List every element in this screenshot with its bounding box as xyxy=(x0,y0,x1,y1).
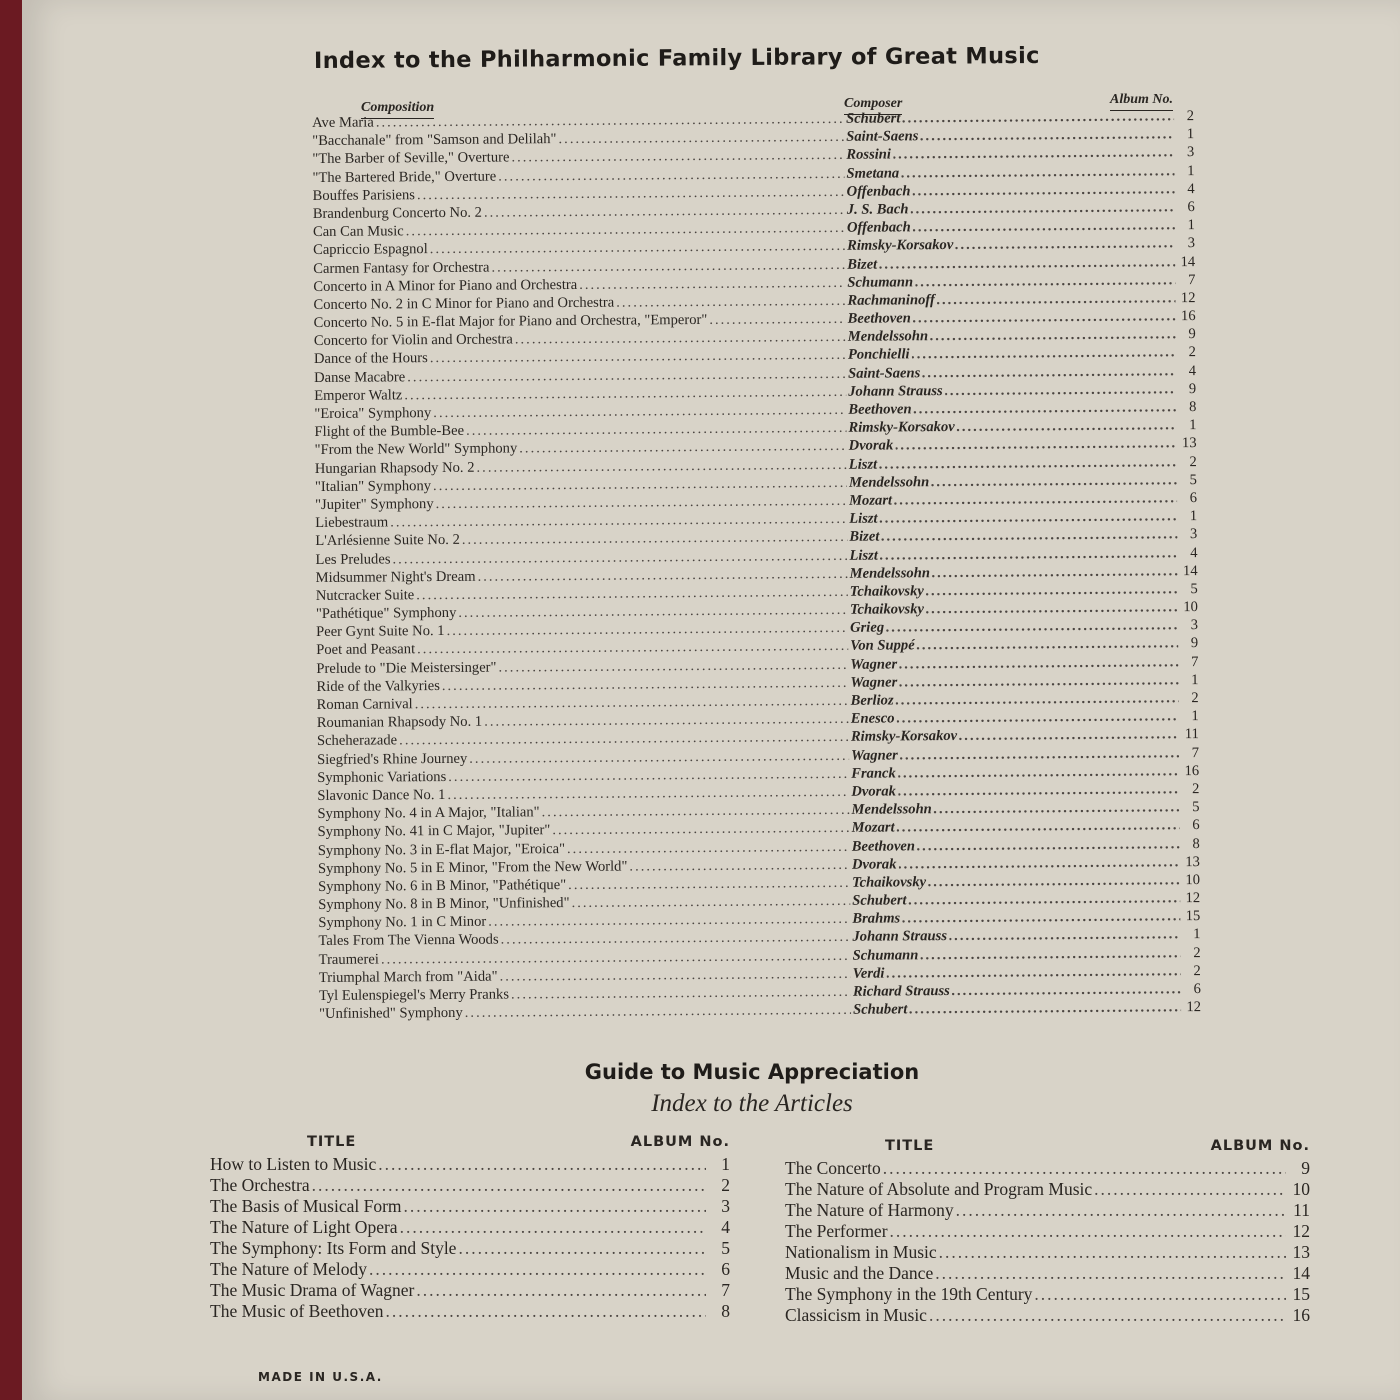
article-row xyxy=(210,1196,730,1217)
article-row xyxy=(785,1242,1310,1263)
composition-title: Concerto No. 5 in E-flat Major for Piano and Orchestra, "Emperor" xyxy=(313,311,708,332)
composer-name: Tchaikovsky xyxy=(849,583,924,600)
album-number: 15 xyxy=(1185,908,1201,925)
composer-name: Offenbach xyxy=(846,219,911,236)
article-title: The Performer xyxy=(785,1221,888,1241)
album-number: 2 xyxy=(1193,944,1201,961)
album-number: 9 xyxy=(1188,380,1197,397)
article-album-number: 12 xyxy=(1292,1221,1310,1241)
dot-leader xyxy=(945,380,1177,400)
composition-title: Symphony No. 6 in B Minor, "Pathétique" xyxy=(318,876,567,895)
composition-title: Can Can Music xyxy=(312,223,404,241)
article-album-number: 6 xyxy=(721,1259,730,1279)
dot-leader xyxy=(956,1200,1286,1221)
composition-title: Symphony No. 1 in C Minor xyxy=(318,913,487,932)
dot-leader xyxy=(920,944,1180,964)
album-number: 6 xyxy=(1193,981,1201,998)
composition-title: Emperor Waltz xyxy=(314,387,403,404)
dot-leader xyxy=(458,1238,706,1259)
article-title: The Basis of Musical Form xyxy=(210,1196,402,1216)
composer-name: Wagner xyxy=(850,656,898,673)
composer-name: Mozart xyxy=(851,819,895,837)
album-number: 4 xyxy=(1188,362,1197,379)
album-number: 9 xyxy=(1190,635,1199,652)
dot-leader xyxy=(939,1242,1286,1263)
dot-leader xyxy=(917,635,1179,655)
article-row xyxy=(210,1175,730,1196)
album-number: 1 xyxy=(1189,508,1198,525)
composer-name: Smetana xyxy=(846,164,900,182)
composer-name: Beethoven xyxy=(851,837,916,855)
composer-name: Wagner xyxy=(850,674,898,691)
dot-leader xyxy=(897,817,1180,837)
composition-title: Prelude to "Die Meistersinger" xyxy=(316,659,497,677)
article-row xyxy=(785,1305,1310,1326)
article-title: The Concerto xyxy=(785,1158,881,1178)
composition-title: "Bacchanale" from "Samson and Delilah" xyxy=(312,131,557,150)
guide-title: Guide to Music Appreciation xyxy=(584,1060,920,1084)
composition-cell xyxy=(319,1001,853,1023)
composition-title: Symphony No. 41 in C Major, "Jupiter" xyxy=(317,822,551,841)
album-number-column-header: ALBUM No. xyxy=(1210,1138,1310,1154)
dot-leader xyxy=(896,707,1178,727)
album-number: 3 xyxy=(1186,144,1195,161)
composition-title: Triumphal March from "Aida" xyxy=(318,968,498,986)
dot-leader xyxy=(896,689,1179,709)
album-number-column-header: ALBUM No. xyxy=(630,1134,730,1150)
album-number: 4 xyxy=(1187,180,1195,197)
album-number: 13 xyxy=(1181,435,1197,452)
composition-title: "The Bartered Bride," Overture xyxy=(312,168,497,186)
article-row xyxy=(785,1200,1310,1221)
article-title: Nationalism in Music xyxy=(785,1242,937,1262)
composer-name: Dvorak xyxy=(851,783,896,800)
album-column-header: Album No. xyxy=(1110,92,1173,111)
article-row xyxy=(210,1259,730,1280)
composition-title: Traumerei xyxy=(318,951,379,968)
composition-title: Danse Macabre xyxy=(314,368,406,386)
articles-list-left xyxy=(210,1134,730,1322)
dot-leader xyxy=(929,1305,1286,1326)
dot-leader xyxy=(886,962,1181,982)
composer-name: Liszt xyxy=(849,510,878,527)
composer-name: Mendelssohn xyxy=(851,801,932,818)
composer-name: Brahms xyxy=(852,910,901,928)
dot-leader xyxy=(465,1001,851,1022)
dot-leader xyxy=(934,798,1180,818)
article-title: Music and the Dance xyxy=(785,1263,934,1283)
dot-leader xyxy=(369,1259,706,1280)
composition-title: Brandenburg Concerto No. 2 xyxy=(312,204,482,222)
composer-name: J. S. Bach xyxy=(846,201,909,218)
composer-name: Tchaikovsky xyxy=(849,601,925,618)
album-number: 12 xyxy=(1186,999,1202,1016)
dot-leader xyxy=(890,1221,1286,1242)
dot-leader xyxy=(899,653,1178,673)
dot-leader xyxy=(880,544,1178,565)
dot-leader xyxy=(568,874,850,894)
composition-title: Symphony No. 4 in A Major, "Italian" xyxy=(317,804,540,823)
dot-leader xyxy=(312,1175,706,1196)
composition-title: Capriccio Espagnol xyxy=(313,241,428,259)
dot-leader xyxy=(957,416,1177,436)
album-number: 12 xyxy=(1185,890,1201,907)
title-column-header: TITLE xyxy=(885,1138,935,1154)
article-title: The Symphony in the 19th Century xyxy=(785,1284,1033,1304)
album-number: 14 xyxy=(1180,253,1196,270)
article-row xyxy=(210,1154,730,1175)
article-row xyxy=(210,1280,730,1301)
album-number: 5 xyxy=(1192,799,1200,816)
dot-leader xyxy=(913,216,1175,236)
articles-rows xyxy=(785,1158,1310,1326)
album-number: 10 xyxy=(1185,871,1201,889)
dot-leader xyxy=(558,128,844,148)
composer-name: Liszt xyxy=(849,547,878,564)
article-album-number: 5 xyxy=(721,1238,730,1258)
album-number: 2 xyxy=(1193,962,1201,979)
composer-cell xyxy=(853,998,1183,1019)
dot-leader xyxy=(959,726,1179,746)
article-title: The Symphony: Its Form and Style xyxy=(210,1238,457,1258)
dot-leader xyxy=(949,926,1181,946)
album-number: 12 xyxy=(1180,289,1196,307)
album-number: 9 xyxy=(1188,326,1196,343)
composer-name: Offenbach xyxy=(846,183,911,200)
composer-name: Schubert xyxy=(852,1001,908,1018)
dot-leader xyxy=(913,307,1176,327)
dot-leader xyxy=(928,871,1180,891)
article-album-number: 9 xyxy=(1301,1158,1310,1178)
dot-leader xyxy=(542,801,850,822)
dot-leader xyxy=(917,835,1180,855)
composition-title: Roumanian Rhapsody No. 1 xyxy=(316,713,483,732)
composer-name: Saint-Saens xyxy=(847,364,921,382)
album-number: 6 xyxy=(1192,817,1200,834)
composer-name: Beethoven xyxy=(848,401,912,418)
composer-name: Dvorak xyxy=(848,437,894,455)
composition-title: Poet and Peasant xyxy=(316,641,416,659)
dot-leader xyxy=(902,107,1174,127)
composer-name: Rossini xyxy=(846,146,892,164)
album-number: 7 xyxy=(1190,653,1199,670)
dot-leader xyxy=(908,889,1180,909)
dot-leader xyxy=(911,344,1176,364)
album-number: 7 xyxy=(1187,271,1196,288)
album-number: 13 xyxy=(1185,853,1200,870)
dot-leader xyxy=(926,598,1178,618)
article-title: How to Listen to Music xyxy=(210,1154,377,1174)
album-number: 2 xyxy=(1191,690,1199,707)
composer-name: Mendelssohn xyxy=(848,473,930,491)
composer-name: Franck xyxy=(851,765,896,782)
album-number: 16 xyxy=(1184,762,1200,779)
article-row xyxy=(210,1238,730,1259)
dot-leader xyxy=(895,435,1177,455)
composition-title: "Jupiter" Symphony xyxy=(315,495,434,513)
dot-leader xyxy=(886,616,1178,636)
article-row xyxy=(785,1221,1310,1242)
dot-leader xyxy=(893,144,1175,164)
composition-title: "From the New World" Symphony xyxy=(314,440,518,459)
article-album-number: 4 xyxy=(721,1217,730,1237)
dot-leader xyxy=(909,998,1181,1018)
composer-name: Verdi xyxy=(852,965,885,982)
album-number: 1 xyxy=(1186,126,1195,143)
album-number: 1 xyxy=(1191,708,1199,725)
article-album-number: 16 xyxy=(1292,1305,1310,1325)
dot-leader xyxy=(955,235,1175,255)
dot-leader xyxy=(879,453,1177,474)
composer-name: Rimsky-Korsakov xyxy=(846,237,954,255)
dot-leader xyxy=(1034,1284,1286,1305)
dot-leader xyxy=(400,1217,706,1238)
composition-title: Slavonic Dance No. 1 xyxy=(317,786,446,804)
article-title: The Nature of Melody xyxy=(210,1259,367,1279)
album-number: 1 xyxy=(1191,671,1199,688)
composition-title: Flight of the Bumble-Bee xyxy=(314,423,465,441)
composer-name: Rimsky-Korsakov xyxy=(850,728,958,746)
article-row xyxy=(210,1301,730,1322)
composer-name: Schumann xyxy=(847,273,914,291)
album-number: 2 xyxy=(1186,108,1195,125)
dot-leader xyxy=(914,398,1177,418)
composition-index-list xyxy=(312,107,1201,1023)
dot-leader xyxy=(915,271,1175,291)
album-number: 8 xyxy=(1188,399,1197,416)
dot-leader xyxy=(900,744,1179,764)
album-number: 1 xyxy=(1187,217,1195,234)
title-column-header: TITLE xyxy=(307,1134,357,1150)
article-row xyxy=(210,1217,730,1238)
composer-name: Schubert xyxy=(845,110,901,127)
page-title: Index to the Philharmonic Family Library of Great Music xyxy=(313,42,1040,74)
dot-leader xyxy=(571,892,850,912)
composition-title: Liebestraum xyxy=(315,514,389,532)
composition-title: Tyl Eulenspiegel's Merry Pranks xyxy=(318,986,510,1004)
article-album-number: 13 xyxy=(1292,1242,1310,1262)
composition-title: Les Preludes xyxy=(315,550,391,568)
composer-name: Johann Strauss xyxy=(852,928,948,946)
composer-name: Ponchielli xyxy=(847,346,910,364)
article-row xyxy=(785,1158,1310,1179)
composer-name: Johann Strauss xyxy=(848,382,943,400)
dot-leader xyxy=(881,526,1177,547)
article-title: The Orchestra xyxy=(210,1175,310,1195)
article-title: The Music of Beethoven xyxy=(210,1301,384,1321)
dot-leader xyxy=(931,471,1177,491)
album-number: 6 xyxy=(1187,199,1195,216)
dot-leader xyxy=(930,325,1176,345)
composer-column-header: Composer xyxy=(844,96,902,115)
album-number: 5 xyxy=(1190,580,1198,597)
composition-title: Tales From The Vienna Woods xyxy=(318,931,499,950)
dot-leader xyxy=(404,1196,706,1217)
dot-leader xyxy=(926,580,1178,600)
composer-name: Saint-Saens xyxy=(846,128,919,145)
composition-title: Symphonic Variations xyxy=(317,768,447,786)
article-title: The Music Drama of Wagner xyxy=(210,1280,415,1300)
composition-title: Bouffes Parisiens xyxy=(312,186,415,204)
article-album-number: 10 xyxy=(1292,1179,1310,1199)
article-row xyxy=(785,1179,1310,1200)
composer-name: Mendelssohn xyxy=(849,564,930,582)
dot-leader xyxy=(629,855,850,875)
composer-name: Beethoven xyxy=(847,310,911,327)
composer-name: Rachmaninoff xyxy=(847,291,935,309)
album-number: 5 xyxy=(1189,471,1197,488)
composition-title: Symphony No. 5 in E Minor, "From the New World" xyxy=(317,858,628,877)
composer-name: Berlioz xyxy=(850,692,894,709)
composer-name: Schumann xyxy=(852,946,919,964)
dot-leader xyxy=(937,289,1176,309)
album-number: 1 xyxy=(1187,162,1195,179)
dot-leader xyxy=(880,507,1178,528)
composer-name: Schubert xyxy=(852,892,907,909)
articles-header xyxy=(210,1134,730,1154)
album-number: 7 xyxy=(1191,744,1200,761)
album-number: 6 xyxy=(1189,489,1198,507)
articles-list-right xyxy=(785,1138,1310,1326)
made-in-label: MADE IN U.S.A. xyxy=(258,1370,383,1384)
article-title: The Nature of Absolute and Program Music xyxy=(785,1179,1093,1199)
composition-title: L'Arlésienne Suite No. 2 xyxy=(315,532,460,550)
composition-title: Carmen Fantasy for Orchestra xyxy=(313,259,490,277)
dot-leader xyxy=(1094,1179,1286,1200)
dot-leader xyxy=(899,671,1178,691)
album-number: 2 xyxy=(1189,453,1197,470)
dot-leader xyxy=(935,1263,1286,1284)
album-number: 11 xyxy=(1184,726,1199,743)
album-number: 8 xyxy=(1192,835,1200,852)
composition-title: Concerto for Violin and Orchestra xyxy=(313,331,513,350)
album-number: 2 xyxy=(1188,344,1196,361)
dot-leader xyxy=(902,907,1180,927)
article-album-number: 3 xyxy=(721,1196,730,1216)
composer-name: Bizet xyxy=(847,256,878,273)
dot-leader xyxy=(416,1280,706,1301)
composition-title: Ride of the Valkyries xyxy=(316,677,440,695)
composition-title: Roman Carnival xyxy=(316,696,413,713)
composition-title: "The Barber of Seville," Overture xyxy=(312,149,510,168)
composition-title: Symphony No. 8 in B Minor, "Unfinished" xyxy=(318,895,570,914)
articles-rows xyxy=(210,1154,730,1322)
composition-title: Nutcracker Suite xyxy=(315,587,415,604)
composer-name: Bizet xyxy=(849,528,880,546)
dot-leader xyxy=(898,762,1180,782)
article-title: The Nature of Harmony xyxy=(785,1200,954,1220)
composition-title: Peer Gynt Suite No. 1 xyxy=(316,623,445,641)
composer-name: Mozart xyxy=(848,492,893,509)
dot-leader xyxy=(894,489,1177,509)
album-number: 3 xyxy=(1190,617,1199,634)
composer-name: Mendelssohn xyxy=(847,328,929,346)
dot-leader xyxy=(901,162,1174,182)
composition-title: "Eroica" Symphony xyxy=(314,405,432,422)
dot-leader xyxy=(386,1301,707,1322)
article-album-number: 2 xyxy=(721,1175,730,1195)
composer-name: Liszt xyxy=(848,456,878,473)
dot-leader xyxy=(378,1154,706,1175)
composition-title: Siegfried's Rhine Journey xyxy=(317,750,468,768)
composition-title: "Italian" Symphony xyxy=(314,477,432,495)
dot-leader xyxy=(883,1158,1286,1179)
articles-header xyxy=(785,1138,1310,1158)
composition-title: Symphony No. 3 in E-flat Major, "Eroica" xyxy=(317,840,566,859)
composer-name: Tchaikovsky xyxy=(851,874,927,891)
composition-title: Midsummer Night's Dream xyxy=(315,568,476,586)
dot-leader xyxy=(912,180,1174,200)
dot-leader xyxy=(952,980,1181,1000)
composer-name: Von Suppé xyxy=(850,637,915,655)
composition-title: Concerto in A Minor for Piano and Orchestra xyxy=(313,276,578,295)
dot-leader xyxy=(920,125,1174,145)
printed-page xyxy=(22,0,1400,1400)
composition-title: "Unfinished" Symphony xyxy=(319,1005,463,1023)
dot-leader xyxy=(552,819,849,840)
composer-name: Richard Strauss xyxy=(852,983,950,1000)
album-number: 16 xyxy=(1180,308,1196,325)
article-album-number: 7 xyxy=(721,1280,730,1300)
composition-title: Dance of the Hours xyxy=(313,350,428,368)
dot-leader xyxy=(567,837,850,857)
album-number: 14 xyxy=(1182,562,1198,579)
album-number: 3 xyxy=(1189,526,1198,543)
article-album-number: 8 xyxy=(721,1301,730,1321)
dot-leader xyxy=(616,292,845,312)
article-title: The Nature of Light Opera xyxy=(210,1217,398,1237)
composition-column-header: Composition xyxy=(361,100,434,119)
album-number: 10 xyxy=(1183,599,1198,616)
composer-name: Dvorak xyxy=(851,856,897,873)
dot-leader xyxy=(879,253,1175,274)
composer-name: Rimsky-Korsakov xyxy=(848,419,955,436)
guide-subtitle: Index to the Articles xyxy=(651,1090,853,1117)
album-number: 4 xyxy=(1190,544,1198,561)
dot-leader xyxy=(932,562,1178,582)
dot-leader xyxy=(898,780,1180,800)
album-number: 1 xyxy=(1193,926,1201,943)
composer-name: Enesco xyxy=(850,710,895,727)
article-album-number: 1 xyxy=(721,1154,730,1174)
article-album-number: 14 xyxy=(1292,1263,1310,1283)
composition-title: "Pathétique" Symphony xyxy=(315,604,457,623)
dot-leader xyxy=(709,310,845,329)
composition-title: Concerto No. 2 in C Minor for Piano and Orchestra xyxy=(313,294,615,313)
article-title: Classicism in Music xyxy=(785,1305,927,1325)
album-number: 3 xyxy=(1187,235,1196,252)
dot-leader xyxy=(910,198,1174,218)
article-album-number: 11 xyxy=(1293,1200,1310,1220)
dot-leader xyxy=(898,853,1180,873)
composition-title: Ave Maria xyxy=(312,114,374,131)
article-row xyxy=(785,1263,1310,1284)
composition-title: Scheherazade xyxy=(316,732,398,750)
composer-name: Grieg xyxy=(849,619,885,637)
album-number: 1 xyxy=(1189,417,1197,434)
composition-title: Hungarian Rhapsody No. 2 xyxy=(314,459,475,477)
article-album-number: 15 xyxy=(1292,1284,1310,1304)
article-row xyxy=(785,1284,1310,1305)
dot-leader xyxy=(922,362,1176,382)
album-number: 2 xyxy=(1191,780,1200,798)
dot-leader xyxy=(579,274,845,294)
composer-name: Wagner xyxy=(850,746,898,764)
